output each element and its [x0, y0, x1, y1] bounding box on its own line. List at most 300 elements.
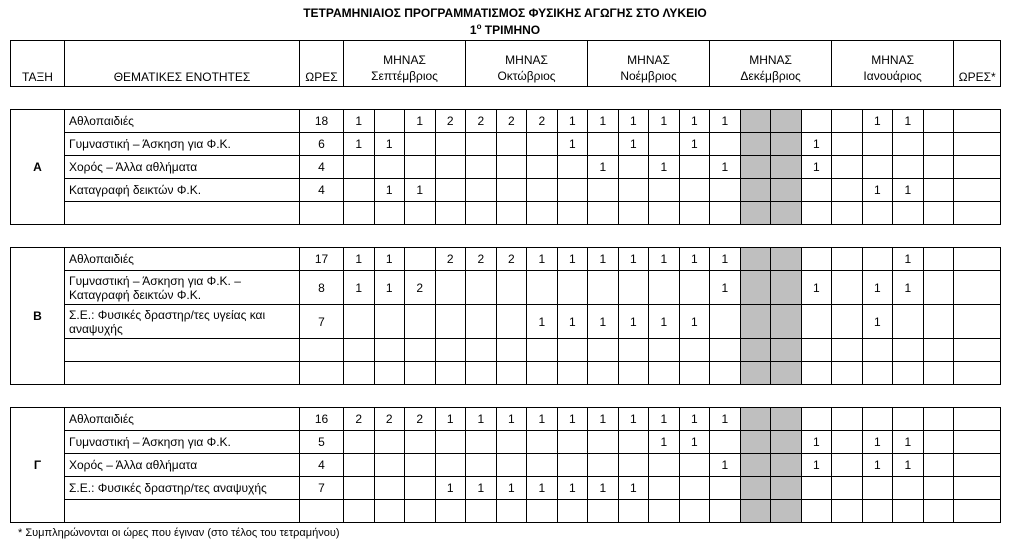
holiday-cell [771, 477, 802, 500]
week-cell [618, 156, 649, 179]
week-cell [679, 271, 710, 305]
hours-cell: 4 [300, 454, 344, 477]
group-separator [11, 385, 1001, 408]
week-cell: 1 [679, 248, 710, 271]
week-cell [435, 339, 466, 362]
week-cell [557, 454, 588, 477]
week-cell: 2 [527, 110, 558, 133]
hours-cell: 4 [300, 156, 344, 179]
week-cell: 1 [618, 305, 649, 339]
week-cell [923, 305, 954, 339]
week-cell [496, 500, 527, 523]
hours-cell [300, 202, 344, 225]
hours-cell: 7 [300, 305, 344, 339]
week-cell [588, 431, 619, 454]
week-cell [588, 500, 619, 523]
week-cell: 1 [862, 305, 893, 339]
hours-done-cell [954, 202, 1001, 225]
page-subtitle [0, 20, 1010, 37]
topic-cell: Χορός – Άλλα αθλήματα [65, 156, 300, 179]
week-cell [496, 271, 527, 305]
header-hours-done: ΩΡΕΣ* [954, 41, 1001, 87]
week-cell [557, 156, 588, 179]
week-cell [801, 248, 832, 271]
week-cell [649, 271, 680, 305]
week-cell [344, 431, 375, 454]
topic-cell: Σ.Ε.: Φυσικές δραστηρ/τες αναψυχής [65, 477, 300, 500]
week-cell [679, 339, 710, 362]
week-cell [649, 477, 680, 500]
hours-done-cell [954, 408, 1001, 431]
week-cell: 1 [618, 248, 649, 271]
holiday-cell [740, 408, 771, 431]
week-cell [496, 156, 527, 179]
week-cell: 1 [344, 248, 375, 271]
week-cell [496, 362, 527, 385]
week-cell [496, 431, 527, 454]
holiday-cell [740, 110, 771, 133]
week-cell [649, 179, 680, 202]
hours-done-cell [954, 362, 1001, 385]
week-cell [832, 500, 863, 523]
week-cell: 1 [801, 431, 832, 454]
week-cell [862, 477, 893, 500]
table-row [11, 156, 1001, 179]
header-class: ΤΑΞΗ [11, 41, 65, 87]
week-cell [801, 362, 832, 385]
week-cell: 1 [527, 477, 558, 500]
week-cell [435, 305, 466, 339]
week-cell: 1 [527, 408, 558, 431]
week-cell [557, 271, 588, 305]
week-cell [344, 500, 375, 523]
hours-done-cell [954, 477, 1001, 500]
subtitle-number: 1 [469, 23, 477, 37]
week-cell: 1 [405, 110, 436, 133]
holiday-cell [740, 339, 771, 362]
week-cell [618, 500, 649, 523]
table-row [11, 431, 1001, 454]
holiday-cell [740, 500, 771, 523]
week-cell [679, 362, 710, 385]
hours-cell: 17 [300, 248, 344, 271]
week-cell [344, 477, 375, 500]
topic-cell: Αθλοπαιδιές [65, 408, 300, 431]
week-cell [679, 454, 710, 477]
week-cell [710, 431, 741, 454]
week-cell [679, 179, 710, 202]
week-cell [527, 339, 558, 362]
table-row [11, 202, 1001, 225]
week-cell: 1 [679, 133, 710, 156]
holiday-cell [740, 202, 771, 225]
week-cell [801, 179, 832, 202]
group-separator [11, 225, 1001, 248]
week-cell [527, 271, 558, 305]
week-cell [832, 248, 863, 271]
hours-cell [300, 362, 344, 385]
topic-cell: Καταγραφή δεικτών Φ.Κ. [65, 179, 300, 202]
holiday-cell [771, 110, 802, 133]
week-cell [374, 362, 405, 385]
week-cell: 1 [710, 271, 741, 305]
week-cell [710, 179, 741, 202]
week-cell [862, 339, 893, 362]
week-cell [588, 133, 619, 156]
week-cell: 1 [557, 408, 588, 431]
week-cell: 1 [801, 156, 832, 179]
week-cell: 1 [893, 431, 924, 454]
week-cell [832, 305, 863, 339]
holiday-cell [740, 271, 771, 305]
week-cell [374, 156, 405, 179]
week-cell [405, 454, 436, 477]
week-cell: 2 [435, 110, 466, 133]
holiday-cell [740, 156, 771, 179]
hours-done-cell [954, 431, 1001, 454]
week-cell [893, 477, 924, 500]
week-cell: 1 [618, 133, 649, 156]
hours-done-cell [954, 110, 1001, 133]
footnote: * Συμπληρώνονται οι ώρες που έγιναν (στο τέλος του τετραμήνου) [18, 527, 340, 539]
header-month-november: ΜΗΝΑΣ Νοέμβριος [588, 41, 710, 87]
week-cell: 1 [557, 133, 588, 156]
week-cell [679, 477, 710, 500]
week-cell [405, 305, 436, 339]
subtitle-text: ΤΡΙΜΗΝΟ [481, 23, 541, 37]
week-cell [893, 133, 924, 156]
week-cell [832, 339, 863, 362]
week-cell: 1 [710, 248, 741, 271]
holiday-cell [771, 339, 802, 362]
week-cell [618, 271, 649, 305]
week-cell [710, 500, 741, 523]
week-cell [893, 339, 924, 362]
week-cell [527, 156, 558, 179]
week-cell [405, 202, 436, 225]
week-cell [679, 156, 710, 179]
week-cell: 1 [618, 408, 649, 431]
week-cell: 1 [557, 110, 588, 133]
week-cell: 1 [588, 110, 619, 133]
week-cell [496, 454, 527, 477]
grade-cell: Γ [11, 408, 65, 523]
week-cell: 1 [801, 271, 832, 305]
table-row [11, 133, 1001, 156]
week-cell [466, 339, 497, 362]
week-cell: 1 [893, 110, 924, 133]
week-cell [374, 339, 405, 362]
week-cell [466, 179, 497, 202]
week-cell [649, 362, 680, 385]
week-cell [923, 408, 954, 431]
week-cell: 1 [557, 305, 588, 339]
topic-cell [65, 500, 300, 523]
grade-cell: Α [11, 110, 65, 225]
week-cell [588, 362, 619, 385]
week-cell: 1 [618, 477, 649, 500]
week-cell [496, 179, 527, 202]
week-cell: 1 [710, 110, 741, 133]
week-cell [832, 362, 863, 385]
week-cell [832, 156, 863, 179]
week-cell [923, 110, 954, 133]
week-cell [801, 202, 832, 225]
holiday-cell [771, 454, 802, 477]
week-cell [435, 362, 466, 385]
header-month-october: ΜΗΝΑΣ Οκτώβριος [466, 41, 588, 87]
week-cell: 1 [649, 408, 680, 431]
week-cell [466, 305, 497, 339]
week-cell: 2 [496, 110, 527, 133]
week-cell: 1 [405, 179, 436, 202]
week-cell [557, 500, 588, 523]
week-cell [710, 477, 741, 500]
week-cell: 1 [801, 454, 832, 477]
table-row [11, 305, 1001, 339]
separator-cell [11, 87, 1001, 110]
week-cell [801, 408, 832, 431]
holiday-cell [771, 305, 802, 339]
week-cell [405, 500, 436, 523]
week-cell [374, 431, 405, 454]
week-cell [557, 362, 588, 385]
week-cell [527, 133, 558, 156]
week-cell [832, 110, 863, 133]
week-cell: 1 [893, 271, 924, 305]
week-cell [496, 305, 527, 339]
week-cell [832, 179, 863, 202]
table-row [11, 362, 1001, 385]
week-cell: 1 [893, 454, 924, 477]
hours-done-cell [954, 271, 1001, 305]
table-row [11, 339, 1001, 362]
week-cell [466, 133, 497, 156]
week-cell: 2 [344, 408, 375, 431]
hours-cell: 6 [300, 133, 344, 156]
week-cell: 1 [862, 454, 893, 477]
week-cell [923, 431, 954, 454]
week-cell [618, 431, 649, 454]
topic-cell [65, 339, 300, 362]
week-cell [527, 454, 558, 477]
header-hours: ΩΡΕΣ [300, 41, 344, 87]
week-cell [557, 202, 588, 225]
holiday-cell [740, 454, 771, 477]
week-cell [893, 305, 924, 339]
week-cell: 1 [679, 305, 710, 339]
separator-cell [11, 225, 1001, 248]
week-cell: 1 [588, 156, 619, 179]
week-cell [710, 133, 741, 156]
week-cell [862, 133, 893, 156]
week-cell [923, 133, 954, 156]
week-cell [923, 454, 954, 477]
topic-cell: Γυμναστική – Άσκηση για Φ.Κ. [65, 431, 300, 454]
holiday-cell [771, 500, 802, 523]
hours-cell [300, 339, 344, 362]
week-cell: 1 [496, 477, 527, 500]
week-cell [466, 500, 497, 523]
week-cell [923, 179, 954, 202]
hours-cell: 4 [300, 179, 344, 202]
week-cell [893, 202, 924, 225]
week-cell [405, 133, 436, 156]
week-cell [588, 202, 619, 225]
hours-done-cell [954, 500, 1001, 523]
week-cell: 1 [557, 477, 588, 500]
topic-cell: Αθλοπαιδιές [65, 110, 300, 133]
week-cell: 2 [466, 110, 497, 133]
week-cell [801, 477, 832, 500]
holiday-cell [771, 156, 802, 179]
week-cell: 1 [527, 248, 558, 271]
week-cell: 1 [374, 271, 405, 305]
week-cell [618, 339, 649, 362]
week-cell: 1 [710, 156, 741, 179]
week-cell [588, 454, 619, 477]
week-cell [344, 202, 375, 225]
week-cell: 2 [405, 271, 436, 305]
grade-cell: Β [11, 248, 65, 385]
week-cell [557, 431, 588, 454]
table-header-row [11, 41, 1001, 87]
week-cell [923, 362, 954, 385]
week-cell [679, 202, 710, 225]
week-cell [496, 202, 527, 225]
week-cell [649, 339, 680, 362]
week-cell: 2 [466, 248, 497, 271]
week-cell [923, 500, 954, 523]
week-cell [649, 454, 680, 477]
subtitle-superscript: ο [476, 22, 482, 31]
header-month-december: ΜΗΝΑΣ Δεκέμβριος [710, 41, 832, 87]
holiday-cell [771, 133, 802, 156]
week-cell: 1 [679, 408, 710, 431]
week-cell: 1 [466, 477, 497, 500]
week-cell [588, 179, 619, 202]
week-cell: 1 [588, 408, 619, 431]
hours-cell: 8 [300, 271, 344, 305]
week-cell [405, 362, 436, 385]
week-cell: 1 [649, 248, 680, 271]
week-cell [710, 202, 741, 225]
week-cell [832, 431, 863, 454]
week-cell [832, 477, 863, 500]
week-cell: 1 [618, 110, 649, 133]
holiday-cell [771, 271, 802, 305]
week-cell [527, 362, 558, 385]
week-cell: 1 [862, 110, 893, 133]
topic-cell: Γυμναστική – Άσκηση για Φ.Κ. – Καταγραφή δεικτών Φ.Κ. [65, 271, 300, 305]
week-cell [466, 454, 497, 477]
week-cell [588, 339, 619, 362]
holiday-cell [740, 248, 771, 271]
topic-cell: Γυμναστική – Άσκηση για Φ.Κ. [65, 133, 300, 156]
week-cell [374, 454, 405, 477]
week-cell [374, 500, 405, 523]
week-cell [527, 179, 558, 202]
week-cell [405, 339, 436, 362]
hours-cell: 18 [300, 110, 344, 133]
week-cell [344, 179, 375, 202]
week-cell [832, 271, 863, 305]
week-cell: 1 [527, 305, 558, 339]
week-cell: 1 [588, 248, 619, 271]
week-cell [527, 500, 558, 523]
week-cell [801, 110, 832, 133]
week-cell [435, 202, 466, 225]
week-cell [435, 431, 466, 454]
schedule-table [10, 40, 1001, 523]
week-cell: 1 [435, 477, 466, 500]
week-cell [862, 156, 893, 179]
holiday-cell [771, 431, 802, 454]
week-cell [435, 500, 466, 523]
week-cell [649, 133, 680, 156]
holiday-cell [740, 179, 771, 202]
table-row [11, 248, 1001, 271]
week-cell [557, 339, 588, 362]
table-row [11, 454, 1001, 477]
week-cell [618, 454, 649, 477]
hours-done-cell [954, 179, 1001, 202]
table-row [11, 500, 1001, 523]
table-row [11, 271, 1001, 305]
week-cell [374, 110, 405, 133]
holiday-cell [740, 133, 771, 156]
week-cell: 1 [649, 110, 680, 133]
week-cell [466, 156, 497, 179]
week-cell [374, 202, 405, 225]
week-cell [374, 305, 405, 339]
week-cell [344, 362, 375, 385]
holiday-cell [771, 248, 802, 271]
header-month-september: ΜΗΝΑΣ Σεπτέμβριος [344, 41, 466, 87]
week-cell [710, 339, 741, 362]
topic-cell [65, 202, 300, 225]
week-cell [832, 454, 863, 477]
week-cell [618, 362, 649, 385]
week-cell [435, 179, 466, 202]
week-cell: 1 [801, 133, 832, 156]
week-cell [649, 500, 680, 523]
holiday-cell [771, 179, 802, 202]
week-cell [923, 156, 954, 179]
header-month-january: ΜΗΝΑΣ Ιανουάριος [832, 41, 954, 87]
topic-cell [65, 362, 300, 385]
week-cell [466, 271, 497, 305]
week-cell: 1 [466, 408, 497, 431]
holiday-cell [740, 362, 771, 385]
hours-done-cell [954, 454, 1001, 477]
week-cell: 1 [374, 133, 405, 156]
week-cell [466, 202, 497, 225]
holiday-cell [771, 202, 802, 225]
week-cell [832, 133, 863, 156]
week-cell [862, 362, 893, 385]
hours-done-cell [954, 339, 1001, 362]
week-cell [374, 477, 405, 500]
week-cell: 1 [649, 305, 680, 339]
topic-cell: Χορός – Άλλα αθλήματα [65, 454, 300, 477]
week-cell [923, 202, 954, 225]
holiday-cell [771, 408, 802, 431]
week-cell [405, 248, 436, 271]
week-cell [893, 408, 924, 431]
week-cell [405, 156, 436, 179]
holiday-cell [740, 305, 771, 339]
